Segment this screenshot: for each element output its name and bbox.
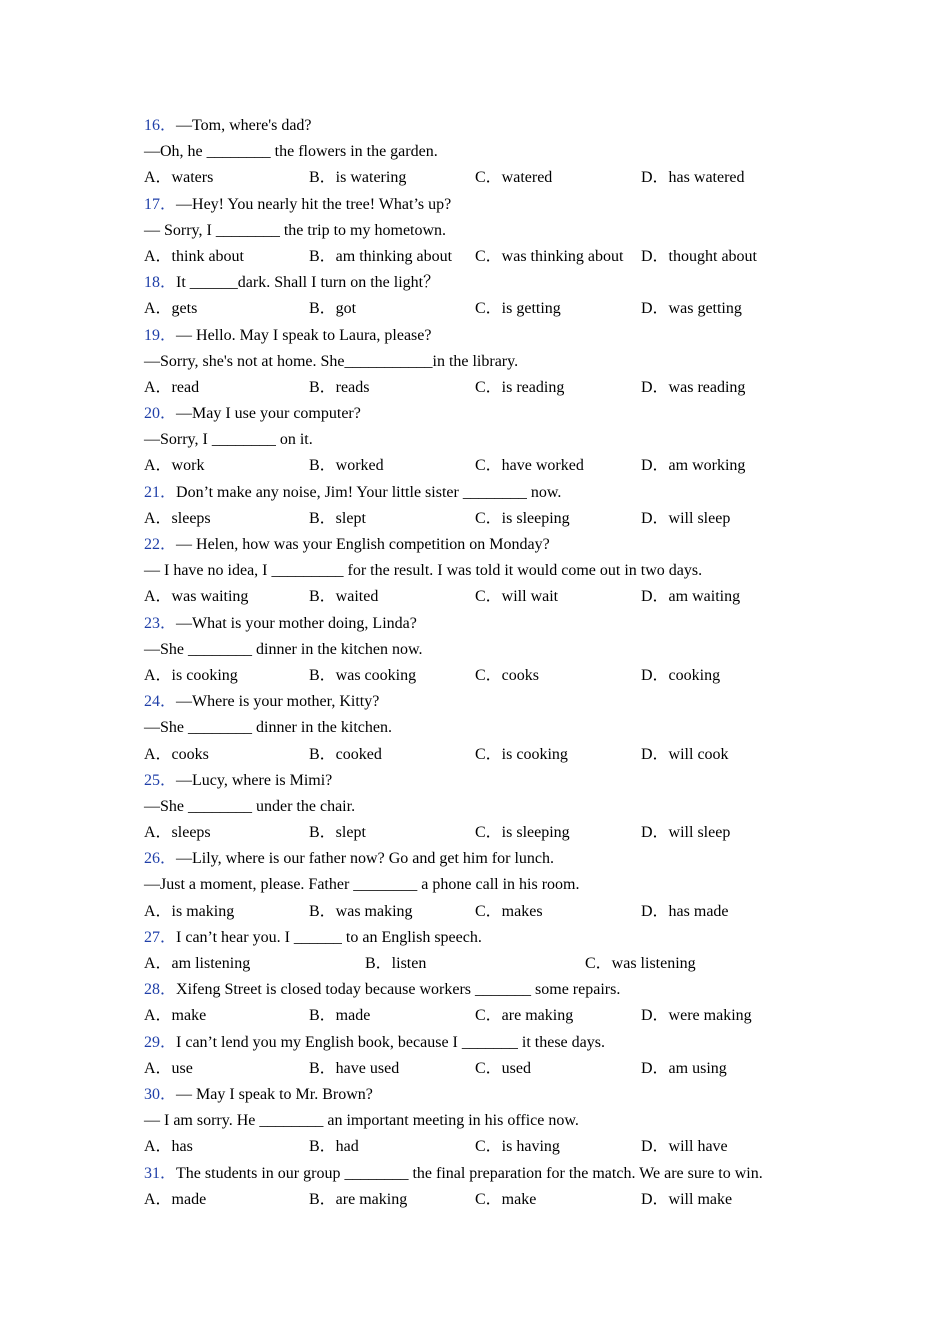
option-b[interactable]: B．was making (309, 902, 413, 920)
option-a[interactable]: A．is cooking (144, 666, 238, 684)
option-b[interactable]: B．had (309, 1138, 359, 1156)
question-number: 28． (144, 981, 177, 999)
option-d[interactable]: D．has watered (641, 169, 745, 187)
question-28-stem (144, 977, 824, 1003)
question-19-options (144, 375, 824, 401)
question-31-options (144, 1187, 824, 1213)
option-d[interactable]: D．cooking (641, 666, 721, 684)
option-a[interactable]: A．work (144, 457, 205, 475)
question-26-stem (144, 846, 824, 872)
option-c[interactable]: C．was thinking about (475, 247, 624, 265)
question-29-options (144, 1056, 824, 1082)
question-27-stem (144, 925, 824, 951)
question-22-reply: — I have no idea, I _________ for the result. I was told it would come out in two days. (144, 562, 703, 580)
option-a[interactable]: A．gets (144, 300, 198, 318)
option-c[interactable]: C．is having (475, 1138, 560, 1156)
option-c[interactable]: C．used (475, 1059, 532, 1077)
question-25-options (144, 820, 824, 846)
option-d[interactable]: D．am waiting (641, 588, 741, 606)
question-text: —What is your mother doing, Linda? (176, 614, 417, 632)
question-26-options (144, 899, 824, 925)
option-b[interactable]: B．slept (309, 509, 366, 527)
question-number: 20． (144, 405, 177, 423)
option-b[interactable]: B．reads (309, 378, 370, 396)
question-27-options (144, 951, 824, 977)
question-number: 18． (144, 274, 177, 292)
question-16-stem (144, 113, 824, 139)
question-17-options (144, 244, 824, 270)
question-number: 30． (144, 1085, 177, 1103)
question-29-stem (144, 1030, 824, 1056)
option-a[interactable]: A．think about (144, 247, 244, 265)
option-b[interactable]: B．have used (309, 1059, 400, 1077)
option-a[interactable]: A．is making (144, 902, 235, 920)
question-text: —May I use your computer? (176, 405, 361, 423)
question-text: —Where is your mother, Kitty? (176, 693, 380, 711)
option-c[interactable]: C．is sleeping (475, 509, 570, 527)
question-24-stem (144, 689, 824, 715)
question-number: 22． (144, 536, 177, 553)
question-30-stem (144, 1082, 824, 1108)
option-b[interactable]: B．listen (365, 955, 427, 972)
question-text: —Lily, where is our father now? Go and get him for lunch. (176, 850, 554, 868)
question-text: — May I speak to Mr. Brown? (176, 1085, 373, 1103)
question-number: 27． (144, 928, 177, 946)
question-20-reply: —Sorry, I ________ on it. (144, 431, 313, 449)
question-24-reply: —She ________ dinner in the kitchen. (144, 719, 392, 737)
option-a[interactable]: A．make (144, 1007, 207, 1025)
question-28-options (144, 1003, 824, 1029)
option-c[interactable]: C．have worked (475, 457, 584, 475)
option-a[interactable]: A．read (144, 378, 200, 396)
question-text: It ______dark. Shall I turn on the light？ (176, 274, 440, 292)
option-c[interactable]: C．are making (475, 1007, 574, 1025)
option-c[interactable]: C．is reading (475, 378, 565, 396)
question-number: 16． (144, 117, 177, 134)
option-d[interactable]: D．was getting (641, 300, 742, 318)
question-25-reply: —She ________ under the chair. (144, 797, 356, 815)
question-18-stem (144, 270, 824, 296)
question-23-stem (144, 611, 824, 637)
question-25-stem (144, 768, 824, 794)
question-text: — Helen, how was your English competition on Monday? (176, 536, 550, 553)
question-text: I can’t lend you my English book, because I _______ it these days. (176, 1033, 605, 1051)
question-16-reply: —Oh, he ________ the flowers in the garden. (144, 143, 438, 161)
question-18-options (144, 296, 824, 322)
option-b[interactable]: B．got (309, 300, 357, 318)
question-number: 29． (144, 1033, 177, 1051)
question-20-stem (144, 401, 824, 427)
question-text: —Lucy, where is Mimi? (176, 771, 333, 789)
option-a[interactable]: A．cooks (144, 745, 209, 763)
option-d[interactable]: D．were making (641, 1007, 752, 1025)
question-text: —Tom, where's dad? (176, 117, 312, 134)
option-b[interactable]: B．am thinking about (309, 247, 453, 265)
question-text: —Hey! You nearly hit the tree! What’s up? (176, 195, 452, 213)
option-a[interactable]: A．am listening (144, 955, 251, 972)
question-19-reply: —Sorry, she's not at home. She___________in the library. (144, 352, 519, 370)
question-23-options (144, 663, 824, 689)
option-c[interactable]: C．make (475, 1190, 537, 1208)
question-17-stem (144, 192, 824, 218)
option-a[interactable]: A．sleeps (144, 824, 211, 842)
question-31-stem (144, 1161, 824, 1187)
question-17-reply: — Sorry, I ________ the trip to my hometown. (144, 221, 447, 239)
question-text: Don’t make any noise, Jim! Your little sister ________ now. (176, 483, 562, 501)
option-a[interactable]: A．has (144, 1138, 193, 1156)
question-19-stem (144, 323, 824, 349)
question-number: 21． (144, 483, 177, 501)
option-c[interactable]: C．will wait (475, 588, 559, 606)
question-22-stem (144, 532, 824, 558)
option-d[interactable]: D．am using (641, 1059, 727, 1077)
option-b[interactable]: B．cooked (309, 745, 382, 763)
option-c[interactable]: C．makes (475, 902, 543, 920)
option-b[interactable]: B．are making (309, 1190, 408, 1208)
option-d[interactable]: D．will make (641, 1190, 733, 1208)
option-d[interactable]: D．will cook (641, 745, 729, 763)
option-a[interactable]: A．made (144, 1190, 207, 1208)
option-c[interactable]: C．is getting (475, 300, 561, 318)
question-number: 24． (144, 693, 177, 711)
question-number: 26． (144, 850, 177, 868)
option-c[interactable]: C．was listening (585, 955, 696, 972)
question-30-options (144, 1134, 824, 1160)
option-a[interactable]: A．use (144, 1059, 193, 1077)
option-d[interactable]: D．will sleep (641, 509, 731, 527)
question-number: 23． (144, 614, 177, 632)
question-number: 25． (144, 771, 177, 789)
option-b[interactable]: B．was cooking (309, 666, 417, 684)
question-text: Xifeng Street is closed today because workers _______ some repairs. (176, 981, 621, 999)
question-number: 31． (144, 1164, 177, 1182)
question-21-options (144, 506, 824, 532)
question-30-reply: — I am sorry. He ________ an important meeting in his office now. (144, 1112, 579, 1130)
question-22-options (144, 584, 824, 610)
option-d[interactable]: D．will sleep (641, 824, 731, 842)
question-number: 17． (144, 195, 177, 213)
question-16-options (144, 165, 824, 191)
question-list (144, 113, 824, 1213)
option-c[interactable]: C．watered (475, 169, 553, 187)
option-b[interactable]: B．worked (309, 457, 384, 475)
option-a[interactable]: A．waters (144, 169, 214, 187)
question-text: The students in our group ________ the final preparation for the match. We are sure to win. (176, 1164, 763, 1182)
option-d[interactable]: D．am working (641, 457, 746, 475)
option-c[interactable]: C．is sleeping (475, 824, 570, 842)
question-text: — Hello. May I speak to Laura, please? (176, 326, 432, 344)
question-number: 19． (144, 326, 177, 344)
question-text: I can’t hear you. I ______ to an English speech. (176, 928, 482, 946)
option-c[interactable]: C．is cooking (475, 745, 568, 763)
question-21-stem (144, 480, 824, 506)
option-c[interactable]: C．cooks (475, 666, 540, 684)
question-26-reply: —Just a moment, please. Father ________ a phone call in his room. (144, 876, 580, 894)
option-b[interactable]: B．slept (309, 824, 366, 842)
option-b[interactable]: B．is watering (309, 169, 407, 187)
option-d[interactable]: D．has made (641, 902, 729, 920)
option-d[interactable]: D．was reading (641, 378, 746, 396)
option-d[interactable]: D．thought about (641, 247, 757, 265)
question-20-options (144, 453, 824, 479)
option-a[interactable]: A．was waiting (144, 588, 249, 606)
option-b[interactable]: B．waited (309, 588, 379, 606)
question-24-options (144, 742, 824, 768)
option-d[interactable]: D．will have (641, 1138, 728, 1156)
question-23-reply: —She ________ dinner in the kitchen now. (144, 640, 423, 658)
option-b[interactable]: B．made (309, 1007, 371, 1025)
option-a[interactable]: A．sleeps (144, 509, 211, 527)
